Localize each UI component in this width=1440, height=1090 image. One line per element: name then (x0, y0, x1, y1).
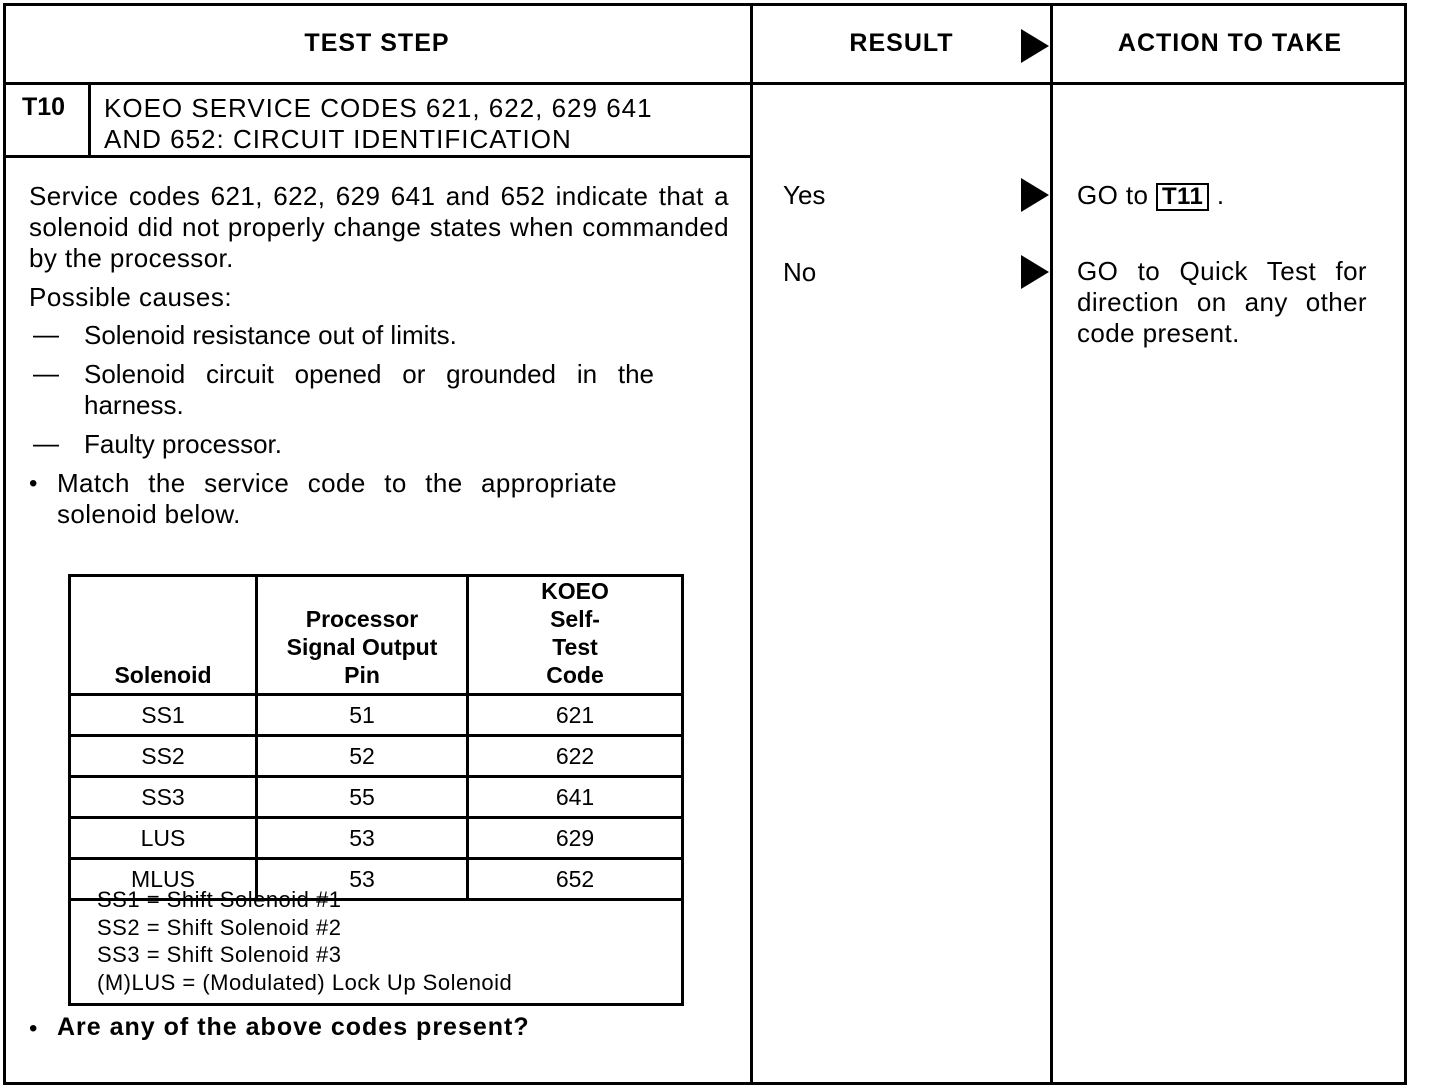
table-cell: 621 (468, 695, 683, 736)
legend-line: SS2 = Shift Solenoid #2 (97, 914, 342, 940)
step-reference-t11: T11 (1156, 183, 1209, 211)
table-cell: 51 (257, 695, 468, 736)
action-yes-prefix: GO to (1077, 180, 1149, 210)
cause-item: Solenoid circuit opened or grounded in the harness. (84, 359, 654, 420)
table-row (70, 777, 683, 818)
dash-marker: — (33, 319, 59, 349)
table-cell: MLUS (70, 859, 257, 900)
table-cell: SS2 (70, 736, 257, 777)
arrow-icon (1021, 255, 1049, 289)
action-yes-suffix: . (1216, 180, 1225, 210)
table-cell: 52 (257, 736, 468, 777)
legend-line: SS3 = Shift Solenoid #3 (97, 942, 342, 967)
table-cell: SS1 (70, 695, 257, 736)
bullet-marker: • (29, 470, 38, 497)
result-no: No (783, 257, 817, 287)
instruction-text: Match the service code to the appropriate solenoid below. (57, 468, 617, 529)
step-title-line-2: AND 652: CIRCUIT IDENTIFICATION (104, 124, 572, 154)
legend-line: (M)LUS = (Modulated) Lock Up Solenoid (97, 969, 513, 995)
table-cell: 641 (468, 777, 683, 818)
column-divider-result (750, 3, 753, 1085)
table-header-cell: Processor Signal Output Pin (257, 576, 468, 695)
intro-paragraph: Service codes 621, 622, 629 641 and 652 indicate that a solenoid did not properly change states when commanded by the processor. (29, 181, 729, 273)
table-legend (68, 880, 684, 1006)
step-title-line-1: KOEO SERVICE CODES 621, 622, 629 641 (104, 93, 653, 123)
header-test-step: TEST STEP (304, 28, 450, 57)
table-cell: 53 (257, 818, 468, 859)
arrow-icon (1021, 29, 1049, 63)
header-action: ACTION TO TAKE (1117, 28, 1343, 57)
table-row (70, 695, 683, 736)
dash-marker: — (33, 428, 59, 458)
cause-item: Solenoid resistance out of limits. (84, 320, 457, 350)
action-yes (1077, 180, 1224, 211)
table-cell: 652 (468, 859, 683, 900)
table-header-cell: Solenoid (70, 576, 257, 695)
table-cell: SS3 (70, 777, 257, 818)
table-cell: 622 (468, 736, 683, 777)
table-row (70, 818, 683, 859)
column-divider-action (1050, 3, 1053, 1085)
result-yes: Yes (783, 180, 826, 210)
table-cell: LUS (70, 818, 257, 859)
dash-marker: — (33, 358, 59, 388)
bullet-marker: • (29, 1015, 38, 1042)
header-result: RESULT (849, 28, 954, 57)
table-header-row (70, 576, 683, 695)
step-heading-divider (3, 155, 753, 158)
cause-item: Faulty processor. (84, 429, 282, 459)
table-cell: 53 (257, 859, 468, 900)
arrow-icon (1021, 178, 1049, 212)
table-row (70, 736, 683, 777)
solenoid-table (68, 574, 684, 901)
question-text: Are any of the above codes present? (57, 1013, 530, 1041)
possible-causes-label: Possible causes: (29, 282, 233, 312)
table-cell: 629 (468, 818, 683, 859)
action-no: GO to Quick Test for direction on any other code present. (1077, 256, 1367, 348)
table-header-cell: KOEO Self-Test Code (468, 576, 683, 695)
step-id-divider (88, 82, 91, 158)
step-title (104, 93, 653, 155)
table-cell: 55 (257, 777, 468, 818)
step-id: T10 (22, 93, 66, 121)
legend-line: SS1 = Shift Solenoid #1 (97, 887, 342, 912)
